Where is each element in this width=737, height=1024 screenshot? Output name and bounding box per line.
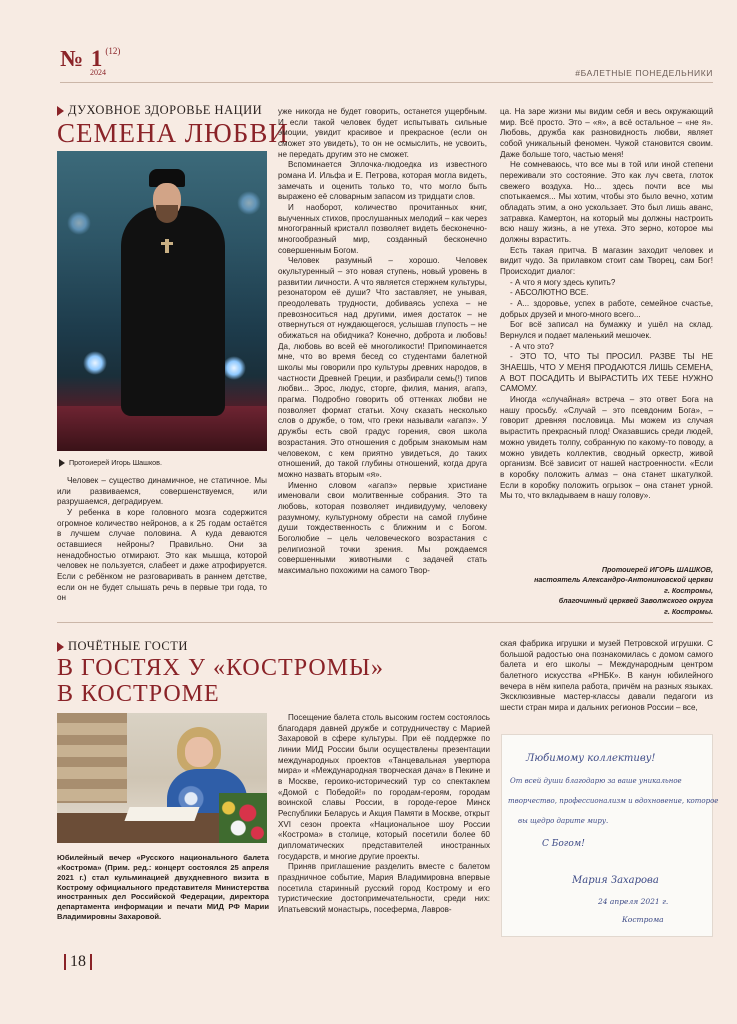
article2-rubric-text: ПОЧЁТНЫЕ ГОСТИ <box>68 639 188 653</box>
article1-rubric <box>57 103 262 118</box>
paragraph: ца. На заре жизни мы видим себя и весь окружающий мир. Всё просто. Это – «я», а всё остальное – «не я». Любовь, дружба как разновидность любви, являет собой уникальный феномен. Чужой становится своим. Даже больше того, частью меня! <box>500 107 713 159</box>
paragraph: У ребенка в коре головного мозга содержится огромное количество нейронов, а к 25 годам остаётся в лучшем случае половина. А куда деваются оставшиеся нейроны? Правильно. Они за ненадобностью отмирают. Это как мышца, которой человек не пользуется, слабеет и даже атрофируется. Если с ребёнком не разговаривать в раннем детстве, если он не будет слышать речь в первые три года, то он <box>57 508 267 603</box>
zakharova-photo <box>57 713 267 843</box>
dialog-line: - А что я могу здесь купить? <box>510 277 616 287</box>
priest-photo <box>57 151 267 451</box>
article2-column-2 <box>278 713 490 916</box>
paragraph: Не сомневаюсь, что все мы в той или иной степени переживали это состояние. Это как луч света, глоток свежего воздуха. Но... здесь почти все мы спотыкаемся... Мы хотим, чтобы это было вечно, хотим обладать этим, а оно ускользает. Это был лишь аванс, затравка. Камертон, на который мы должны настроить всю нашу жизнь, а не утеха. Это зерно, которое мы должны взрастить. <box>500 160 713 245</box>
article1-rubric-text: ДУХОВНОЕ ЗДОРОВЬЕ НАЦИИ <box>68 103 263 117</box>
article1-column-1 <box>57 476 267 604</box>
paragraph: Человек – существо динамичное, не статичное. Мы или развиваемся, совершенствуемся, или разрушаемся, деградируем. <box>57 476 267 507</box>
author-signature: Протоиерей ИГОРЬ ШАШКОВ, настоятель Александро-Антониновской церкви г. Костромы, благочинный церквей Заволжского округа г. Костромы. <box>534 565 713 616</box>
paragraph: Есть такая притча. В магазин заходит человек и видит чудо. За прилавком стоит сам Творец, сам Бог! Происходит диалог: <box>500 245 713 277</box>
paragraph: Посещение балета столь высоким гостем состоялось благодаря давней дружбе и сотрудничеству с Марией Захаровой в сфере культуры. При её поддержке по линии МИД России были осуществлены презентации международных проектов «Танцевальная увертюра мира» и «Международная творческая дача» в Пекине и в Москве, героико-исторический тур со спектаклем «Домой с Победой!» по городам-героям, городам воинской славы России, в городе-герое Минск Республики Беларусь и Акция Памяти в Москве, открыт XVI сезон проекта «Национальное шоу России «Кострома» в столице, который посетили более 60 дипломатических представителей иностранных государств, и многие другие проекты. <box>278 713 490 861</box>
rubric-triangle-icon <box>57 106 64 116</box>
dialog-line: - АБСОЛЮТНО ВСЕ. <box>510 288 589 298</box>
issue-number <box>60 46 121 77</box>
rubric-triangle-icon <box>57 642 64 652</box>
article2-title: В ГОСТЯХ У «КОСТРОМЫ» В КОСТРОМЕ <box>57 655 384 707</box>
paragraph: ская фабрика игрушки и музей Петровской игрушки. С большой радостью она познакомилась с домом самого балета и его школы – Международным центром балетного искусства «РНБК». В канун юбилейного вечера в нём кипела работа, причём на разных языках. Эксклюзивные мастер-классы давали педагоги из шести стран мира и дальних регионов России – все, <box>500 639 713 713</box>
paragraph: Именно словом «агапэ» первые христиане именовали свои молитвенные собрания. Это та любовь, которая позволяет индивидууму, человеку разумному, культурному обрести на самой глубине души тождественность с ближним и с Богом. Боголюбие – цель человеческого возрастания с религиозной точки зрения. Мы рождаемся совершенными животными с задачей стать максимально похожими на самого Твор- <box>278 480 487 575</box>
dialog-line: - А... здоровье, успех в работе, семейное счастье, добрых друзей и много-много всего... <box>500 299 713 319</box>
zakharova-photo-caption: Юбилейный вечер «Русского национального балета «Кострома» (Прим. ред.: концерт состоялся 25 апреля 2021 г.) стал кульминацией двухдневного визита в Кострому официального представителя Министерства иностранных дел Российской Федерации, директора департамента информации и печати МИД РФ Марии Владимировны Захаровой. <box>57 853 269 922</box>
article2-rubric <box>57 639 188 654</box>
section-divider <box>57 622 713 623</box>
header-divider <box>60 82 713 83</box>
article1-column-2 <box>278 107 487 577</box>
issue-sub: (12) <box>105 46 121 56</box>
priest-photo-caption: Протоиерей Игорь Шашков. <box>59 458 162 467</box>
article1-column-3 <box>500 107 713 502</box>
article2-column-3 <box>500 639 713 714</box>
paragraph: И наоборот, количество прочитанных книг, выученных стихов, прослушанных мелодий – как через многогранный кристалл позволяет видеть бесконечно-многообразный мир, созданный бесконечно совершенным Богом. <box>278 203 487 255</box>
issue-year: 2024 <box>90 68 106 77</box>
issue-no: № 1 <box>60 46 104 71</box>
paragraph: Бог всё записал на бумажку и ушёл на склад. Вернулся и подает маленький мешочек. <box>500 320 713 341</box>
handwritten-letter: Любимому коллективу! От всей души благодарю за ваше уникальное творчество, профессионализм и вдохновение, которое вы щедро дарите миру. С Богом! Мария Захарова 24 апреля 2021 г. Кострома <box>501 734 713 937</box>
dialog-line: - А что это? <box>510 341 554 351</box>
paragraph: Вспоминается Эллочка-людоедка из известного романа И. Ильфа и Е. Петрова, которая могла видеть, замечать и оценить только то, что могло быть выражено её словарным запасом из тридцати слов. <box>278 160 487 202</box>
paragraph: Приняв приглашение разделить вместе с балетом праздничное событие, Мария Владимировна впервые посетила старинный русский город Кострому и его туристические достопримечательности, среди них: Ипатьевский монастырь, посеферма, Лавров- <box>278 862 490 915</box>
paragraph: Иногда «случайная» встреча – это ответ Бога на нашу просьбу. «Случай – это псевдоним Бога», – говорит древняя пословица. Мы можем из случая вырастить прекрасный плод! Оказавшись среди людей, можно увидеть толпу, собранную по какому-то поводу, а можно увидеть коллектив, сводный оркестр, живой организм. Всё зависит от нашей настроенности. «Если в коробку положить алмаз – она станет шкатулкой. Если в коробку положить огрызок – она станет урной. Мы то, что вкладываем в нашу голову». <box>500 395 713 501</box>
paragraph: Человек разумный – хорошо. Человек окультуренный – это новая ступень, новый уровень в развитии личности. А что является стержнем культуры, резонатором её души? Что заставляет, не унывая, преодолевать трудности, добиваясь успеха – не превозноситься над другими, имея достаток – не отвернуться от нуждающегося, услышав глупость – не обижаться на обидчика? Конечно, доброта и любовь! Да, любовь во всей её многоликости! Припоминается мне, что во время бесед со студентами балетной школы мы говорили про культуры древних народов, в частности Древней Греции, и разбирали семь(!) типов любви... Эрос, людус, сторге, филия, мания, агапэ, прагма. Подробно говорить об оттенках любви не позволяет формат статьи. Хочу сказать несколько слов о дружбе, о том, что греки называли «агапэ». У дружбы есть свой градус горения, своя школа возрастания. Это отношения с добрым знакомым нам человеком, с кем приятно увидеться, до таких отношений, до такой глубины отношений, когда друга можно назвать вторым «я». <box>278 256 487 479</box>
caption-triangle-icon <box>59 459 65 467</box>
page-number: 18 <box>60 953 96 971</box>
section-hashtag: #БАЛЕТНЫЕ ПОНЕДЕЛЬНИКИ <box>575 68 713 78</box>
article1-title: СЕМЕНА ЛЮБВИ <box>57 118 289 148</box>
dialog-line: - ЭТО ТО, ЧТО ТЫ ПРОСИЛ. РАЗВЕ ТЫ НЕ ЗНАЕШЬ, ЧТО У МЕНЯ ПРОДАЮТСЯ ЛИШЬ СЕМЕНА, А ВОТ ПОСАДИТЬ И ВЫРАСТИТЬ ИХ ТЕБЕ НУЖНО САМОМУ. <box>500 352 713 394</box>
paragraph: уже никогда не будет говорить, останется ущербным. И если такой человек будет испытывать сильные эмоции, увидит красивое и прекрасное (если он сможет это увидеть), то он не осмыслить, не усвоить, не передать другим это не сможет. <box>278 107 487 159</box>
